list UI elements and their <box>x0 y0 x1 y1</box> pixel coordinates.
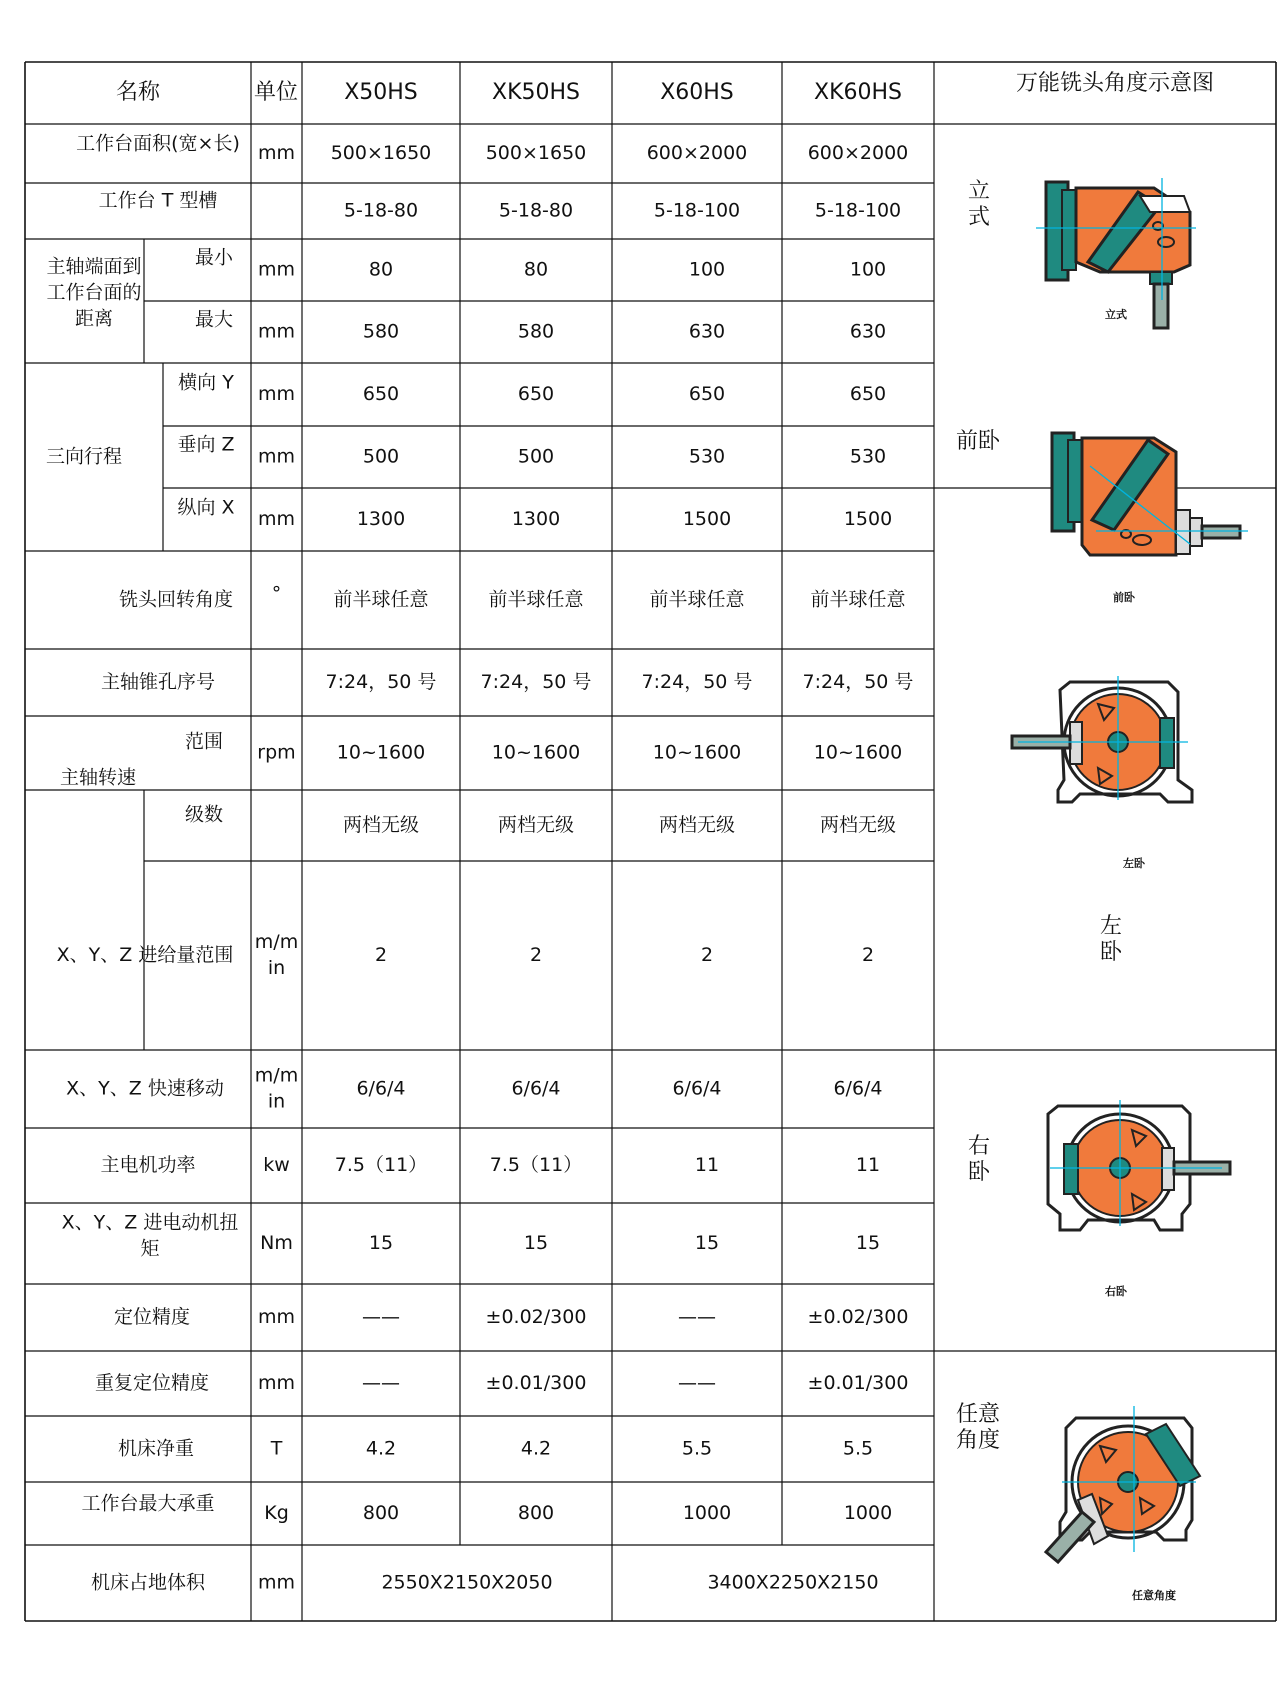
row-value: 5-18-100 <box>653 199 741 222</box>
row-value: 100 <box>688 258 726 281</box>
row-value: 前半球任意 <box>649 588 745 611</box>
row-value: 80 <box>368 258 394 281</box>
header-model: XK60HS <box>814 80 902 105</box>
row-label: X、Y、Z 进电动机扭 <box>61 1211 239 1234</box>
diagram-caption: 任意角度 <box>1132 1589 1176 1602</box>
row-value: ±0.01/300 <box>807 1372 909 1394</box>
row-value: 两档无级 <box>342 814 420 836</box>
diagram-label: 卧 <box>1099 940 1123 965</box>
row-value: 7:24，50 号 <box>480 671 592 693</box>
row-label: 铣头回转角度 <box>118 588 234 611</box>
row-label: 定位精度 <box>113 1306 191 1328</box>
row-value: 前半球任意 <box>488 588 584 611</box>
row-value: 5-18-80 <box>498 199 574 222</box>
row-value: 4.2 <box>520 1437 552 1460</box>
row-unit: mm <box>257 258 296 281</box>
diagram-label: 式 <box>967 205 991 230</box>
row-value: 500×1650 <box>330 142 432 164</box>
header-diagram-title: 万能铣头角度示意图 <box>1015 71 1215 96</box>
row-label: 距离 <box>74 307 114 330</box>
row-value: 7:24，50 号 <box>802 671 914 693</box>
row-label: X、Y、Z 进给量范围 <box>56 944 234 966</box>
row-label: 三向行程 <box>45 445 123 468</box>
diagram-label: 左 <box>1099 914 1123 939</box>
row-unit: Nm <box>260 1232 293 1254</box>
row-unit: ° <box>271 582 282 605</box>
row-value: 11 <box>855 1154 881 1176</box>
row-unit: mm <box>257 1372 296 1394</box>
row-sublabel: 垂向 Z <box>177 433 235 456</box>
row-label: 工作台 T 型槽 <box>98 189 218 212</box>
row-unit: mm <box>257 508 296 530</box>
left-horizontal-head-drawing <box>1012 676 1192 802</box>
row-value: 15 <box>368 1232 394 1254</box>
row-value: 15 <box>694 1232 720 1254</box>
row-value: 7.5（11） <box>489 1154 583 1176</box>
row-unit: mm <box>257 383 296 405</box>
row-value: 1000 <box>682 1502 732 1524</box>
row-value: 1000 <box>843 1502 893 1524</box>
row-value: ±0.01/300 <box>485 1372 587 1394</box>
diagram-caption: 右卧 <box>1105 1285 1127 1298</box>
row-value: 10~1600 <box>336 741 426 764</box>
header-name: 名称 <box>115 80 161 105</box>
row-unit: Kg <box>264 1502 289 1524</box>
row-value: 2 <box>700 944 714 966</box>
row-value: 500×1650 <box>485 142 587 164</box>
row-value: 580 <box>517 320 555 343</box>
row-value: 100 <box>849 258 887 281</box>
row-value: —— <box>362 1372 400 1394</box>
row-value: 7:24，50 号 <box>641 671 753 693</box>
row-value: 3400X2250X2150 <box>707 1571 879 1594</box>
milling-head-diagrams <box>1012 178 1248 1562</box>
row-value: 650 <box>362 383 400 405</box>
row-value: 800 <box>517 1502 555 1524</box>
row-label: 主电机功率 <box>100 1154 196 1176</box>
row-label: 工作台面积(宽×长) <box>76 132 240 155</box>
row-unit: mm <box>257 1571 296 1594</box>
diagram-label: 右 <box>967 1134 991 1159</box>
row-sublabel: 范围 <box>184 730 224 753</box>
row-value: —— <box>678 1372 716 1394</box>
row-label: 主轴端面到 <box>46 255 142 278</box>
row-value: 两档无级 <box>819 814 897 836</box>
diagram-caption: 立式 <box>1105 308 1127 321</box>
front-horizontal-head-drawing <box>1052 433 1248 555</box>
row-value: 1300 <box>511 508 561 530</box>
row-unit: in <box>267 957 286 979</box>
vertical-head-drawing <box>1036 178 1196 328</box>
diagram-label: 前卧 <box>955 429 1001 454</box>
row-value: 630 <box>849 320 887 343</box>
row-value: 15 <box>855 1232 881 1254</box>
row-value: 2 <box>374 944 388 966</box>
row-label: 重复定位精度 <box>94 1372 210 1394</box>
diagram-caption: 前卧 <box>1113 591 1135 604</box>
row-value: —— <box>678 1306 716 1328</box>
row-value: 580 <box>362 320 400 343</box>
row-label: 主轴转速 <box>59 766 137 789</box>
row-value: 2550X2150X2050 <box>381 1571 553 1594</box>
row-value: —— <box>362 1306 400 1328</box>
diagram-label: 任意 <box>955 1402 1001 1427</box>
row-value: 6/6/4 <box>511 1077 561 1100</box>
row-unit: m/m <box>254 931 299 953</box>
arbitrary-angle-head-drawing <box>1046 1406 1200 1562</box>
row-unit: mm <box>257 1306 296 1328</box>
row-value: 两档无级 <box>497 814 575 836</box>
row-value: 11 <box>694 1154 720 1176</box>
row-sublabel: 横向 Y <box>178 371 234 394</box>
row-value: 500 <box>362 445 400 468</box>
row-unit: in <box>267 1090 286 1113</box>
diagram-label: 立 <box>967 179 991 204</box>
row-sublabel: 纵向 X <box>177 496 235 519</box>
row-unit: rpm <box>257 741 296 764</box>
row-value: 5.5 <box>681 1437 713 1460</box>
row-label: 机床净重 <box>117 1437 195 1460</box>
row-value: ±0.02/300 <box>807 1306 909 1328</box>
row-unit: kw <box>263 1154 290 1176</box>
row-value: 4.2 <box>365 1437 397 1460</box>
row-value: 10~1600 <box>491 741 581 764</box>
diagram-label: 角度 <box>955 1428 1001 1453</box>
diagram-label: 卧 <box>967 1160 991 1185</box>
row-unit: T <box>270 1437 283 1460</box>
row-value: 6/6/4 <box>672 1077 722 1100</box>
row-unit: m/m <box>254 1064 299 1087</box>
row-sublabel: 最大 <box>194 308 234 331</box>
row-value: 530 <box>849 445 887 468</box>
row-label: 工作台最大承重 <box>81 1492 215 1515</box>
row-sublabel: 级数 <box>184 803 224 826</box>
right-horizontal-head-drawing <box>1048 1100 1230 1230</box>
row-label: X、Y、Z 快速移动 <box>66 1077 224 1100</box>
row-value: 6/6/4 <box>356 1077 406 1100</box>
row-value: 600×2000 <box>807 142 909 164</box>
row-value: 10~1600 <box>813 741 903 764</box>
row-value: 650 <box>688 383 726 405</box>
row-label: 矩 <box>140 1237 160 1260</box>
row-value: 7:24，50 号 <box>325 671 437 693</box>
row-unit: mm <box>257 142 296 164</box>
row-value: 5-18-80 <box>343 199 419 222</box>
row-value: 7.5（11） <box>334 1154 428 1176</box>
header-model: X60HS <box>660 80 734 105</box>
row-unit: mm <box>257 320 296 343</box>
row-value: 5-18-100 <box>814 199 902 222</box>
row-sublabel: 最小 <box>194 246 234 269</box>
row-value: 1500 <box>682 508 732 530</box>
row-value: 2 <box>529 944 543 966</box>
table-grid <box>25 62 1276 1621</box>
row-value: 1300 <box>356 508 406 530</box>
row-value: ±0.02/300 <box>485 1306 587 1328</box>
row-value: 630 <box>688 320 726 343</box>
row-unit: mm <box>257 445 296 468</box>
row-value: 6/6/4 <box>833 1077 883 1100</box>
row-label: 主轴锥孔序号 <box>100 671 216 693</box>
row-value: 前半球任意 <box>333 588 429 611</box>
row-value: 前半球任意 <box>810 588 906 611</box>
row-value: 650 <box>517 383 555 405</box>
row-value: 两档无级 <box>658 814 736 836</box>
row-value: 15 <box>523 1232 549 1254</box>
diagram-caption: 左卧 <box>1123 857 1145 870</box>
row-value: 1500 <box>843 508 893 530</box>
row-value: 500 <box>517 445 555 468</box>
row-value: 80 <box>523 258 549 281</box>
row-label: 机床占地体积 <box>90 1571 206 1594</box>
row-value: 650 <box>849 383 887 405</box>
row-label: 工作台面的 <box>46 281 142 304</box>
row-value: 530 <box>688 445 726 468</box>
header-unit: 单位 <box>253 80 299 105</box>
row-value: 800 <box>362 1502 400 1524</box>
header-model: X50HS <box>344 80 418 105</box>
header-model: XK50HS <box>492 80 580 105</box>
row-value: 10~1600 <box>652 741 742 764</box>
row-value: 5.5 <box>842 1437 874 1460</box>
row-value: 2 <box>861 944 875 966</box>
row-value: 600×2000 <box>646 142 748 164</box>
